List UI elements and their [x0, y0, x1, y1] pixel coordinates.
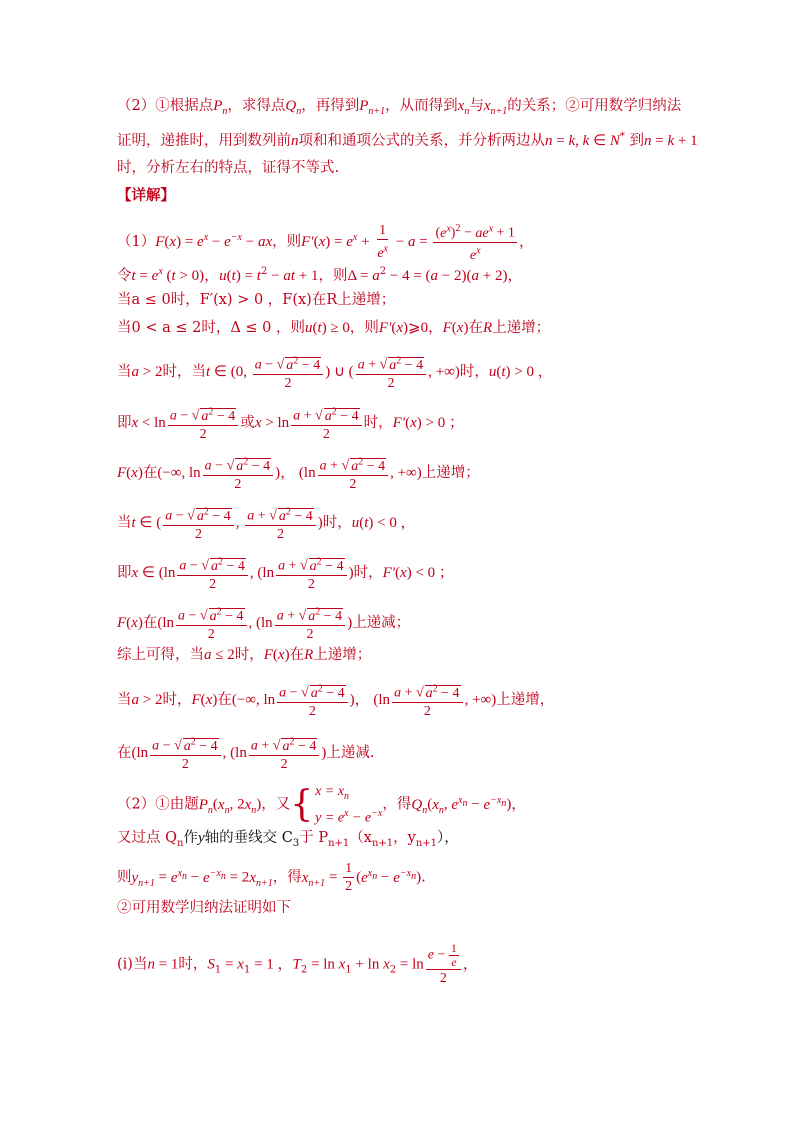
s2-line1: （2）①由题$P_n(x_n$, $2x_n$)，又 { $x = x_n$ $y = e^x - e^{-x}$ ，得$Q_n(x_n$, $e^{x_n} - e^{-x_n}$)， — [117, 783, 527, 826]
para2-l1-c: ，再得到 — [301, 98, 360, 114]
para2-line3: 时，分析左右的特点，证得不等式. — [117, 160, 340, 176]
s1-t-a: 令 — [117, 268, 132, 284]
para2-line2: 证明，递推时，用到数列前n项和和通项公式的关系，并分析两边从n = k, k ∈ N* 到n = k + 1 — [117, 131, 698, 149]
s1-line-F: $(1)F(x) = e^x - e^{-x}$ − ax，则$F'(x) = e^x$ + $\frac{1}{e^x}$ − a = $\frac{(e^x)^2 - ae^x + 1}{e^x}$ ， — [117, 220, 534, 264]
s2-l: ，得 — [272, 869, 302, 886]
s1-zai2: 在 — [142, 614, 158, 631]
s2-b: ，又 — [261, 796, 291, 813]
para2-line1: （2）①根据点$P_n$，求得点$Q_n$，再得到$P_{n+1}$，从而得到$x_n$与$x_{n+1}$的关系；②可用数学归纳法 — [117, 98, 682, 117]
s1-line-t: 令$t = e^x$ (t > 0)，$u(t) = t^2$ − at + 1，则$\Delta = a^2 - 4 = (a - 2)(a + 2)$， — [117, 266, 523, 284]
s1-sum-d: 上递增； — [313, 647, 372, 663]
s1-last2-a: 在 — [117, 744, 132, 761]
para2-l2-c: 到 — [629, 132, 645, 149]
s1-decr: F(x)在(ln $\frac{a - √ a^2 - 4}{2}$ , (ln $\frac{a + √ a^2 - 4}{2}$ )上递减； — [117, 603, 410, 643]
s1-t-b: ，则 — [318, 268, 348, 284]
s1-sum-b: 时， — [234, 647, 264, 663]
s2-m: . — [421, 869, 426, 886]
s1-case2-e: 上递增； — [492, 320, 551, 336]
s2-g: 于 P — [299, 830, 329, 846]
s1-ji1: 即x < ln $\frac{a - √ a^2 - 4}{2}$ 或x > ln $\frac{a + √ a^2 - 4}{2}$ 时，F′(x) > 0 ； — [117, 403, 464, 443]
s1-last-d: 上递增， — [496, 691, 555, 708]
para2-l1-a: （2）①根据点 — [117, 98, 214, 114]
s1-ji2: 即x ∈ (ln $\frac{a - √ a^2 - 4}{2}$ , (ln $\frac{a + √ a^2 - 4}{2}$ )时，F′(x) < 0 ； — [117, 553, 454, 593]
s1-dang1: 当 — [117, 514, 132, 531]
s2-a: （2）①由题 — [117, 796, 199, 813]
s1-case2-d: 在 — [468, 320, 483, 336]
para2-l1-b: ，求得点 — [227, 98, 286, 114]
s1-last2-b: 上递减. — [326, 744, 375, 761]
s1-zai1: 在 — [142, 464, 158, 481]
para2-l1-d: ，从而得到 — [385, 98, 458, 114]
para2-l1-f: 的关系；②可用数学归纳法 — [507, 98, 682, 114]
detail-heading: 【详解】 — [117, 187, 175, 204]
s1-sum-c: 在 — [289, 647, 305, 663]
s2-d: 又过点 Q — [117, 830, 177, 846]
para2-l1-e: 与 — [469, 98, 484, 114]
s2-n1-a: (i)当 — [117, 956, 148, 973]
para2-l2-b: 项和和通项公式的关系，并分析两边从 — [298, 132, 545, 149]
s1-head: （1） — [117, 234, 156, 251]
s2-f: 轴的垂线交 C — [204, 830, 293, 846]
s2-line3: 则$y_{n+1} = e^{x_n} - e^{-x_n} = 2x_{n+1}$，得$x_{n+1}$ = $\frac{1}{2}$ $(e^{x_n} - e^{-x_n})$. — [117, 861, 426, 894]
s1-shi2: 时， — [322, 514, 352, 531]
s2-n1: (i)当n = 1时，$S_1 = x_1 = 1$ ，$T_2 = \ln x_1 + \ln x_2 = \ln$ e − $\frac{1}{e}$ 2 ， — [117, 941, 478, 986]
s2-j: ）， — [437, 830, 459, 846]
s1-sum-a: 综上可得，当 — [117, 647, 204, 663]
s1-case3-b: 时，当 — [162, 363, 206, 380]
s1-last-a: 当 — [117, 691, 132, 708]
s1-t-between: 当t ∈ ( $\frac{a - √ a^2 - 4}{2}$ , $\frac{a + √ a^2 - 4}{2}$ )时，u(t) < 0 ， — [117, 503, 416, 543]
s1-ji2-label: 即 — [117, 564, 132, 581]
s1-ji1-label: 即 — [117, 414, 132, 431]
s2-c: ，得 — [382, 796, 412, 813]
s1-last: 当a > 2时，F(x)在(−∞, ln $\frac{a - √ a^2 - 4}{2}$ )， (ln $\frac{a + √ a^2 - 4}{2}$ , +∞)上递增， — [117, 680, 554, 720]
s2-k: 则 — [117, 869, 132, 886]
s1-case2-b: ，则 — [349, 320, 379, 336]
s1-last-c: 在 — [217, 691, 232, 708]
s1-case3-c: 时， — [459, 363, 489, 380]
s1-case1: 当a ≤ 0时，F′(x) > 0 ，F(x)在R上递增； — [117, 292, 396, 308]
s1-up1: 上递增； — [421, 464, 480, 481]
s1-case3-a: 当 — [117, 363, 132, 380]
s2-e: 作 — [183, 830, 198, 846]
s1-case3: 当a > 2时，当t ∈ (0, $\frac{a - √ a^2 - 4}{2}$ ) ∪ ( $\frac{a + √ a^2 - 4}{2}$ , +∞)时，u(t) > 0 ， — [117, 352, 553, 392]
s1-last2: 在(ln $\frac{a - √ a^2 - 4}{2}$ , (ln $\frac{a + √ a^2 - 4}{2}$ )上递减. — [117, 733, 374, 773]
s2-i: ，y — [393, 830, 416, 846]
s1-case2-a: 当0 < a ≤ 2时，Δ ≤ 0 ，则 — [117, 320, 306, 336]
s2-h: （x — [349, 830, 372, 846]
s1-shi1: 时， — [363, 414, 393, 431]
s2-n1-b: 时， — [178, 956, 208, 973]
s1-down1: 上递减； — [352, 614, 411, 631]
s1-case2: 当0 < a ≤ 2时，Δ ≤ 0 ，则u(t) ≥ 0，则F′(x)⩾0，F(x)在R上递增； — [117, 320, 551, 336]
s1-shi3: 时， — [353, 564, 383, 581]
s1-incr: F(x)在(−∞, ln $\frac{a - √ a^2 - 4}{2}$ )， (ln $\frac{a + √ a^2 - 4}{2}$ , +∞)上递增； — [117, 453, 480, 493]
para2-l2-a: 证明，递推时，用到数列前 — [117, 132, 291, 149]
s1-summary: 综上可得，当a ≤ 2时，F(x)在R上递增； — [117, 647, 372, 663]
s1-ze: ，则 — [272, 234, 302, 251]
s1-last-b: 时， — [162, 691, 192, 708]
s2-induct: ②可用数学归纳法证明如下 — [117, 900, 291, 916]
s1-case2-c: ， — [428, 320, 443, 336]
s1-or: 或 — [240, 414, 255, 431]
s2-line2: 又过点 $Q_n$作y轴的垂线交 $C_3$于 $P_{n+1}(x_{n+1}$，$y_{n+1}$）， — [117, 830, 459, 849]
